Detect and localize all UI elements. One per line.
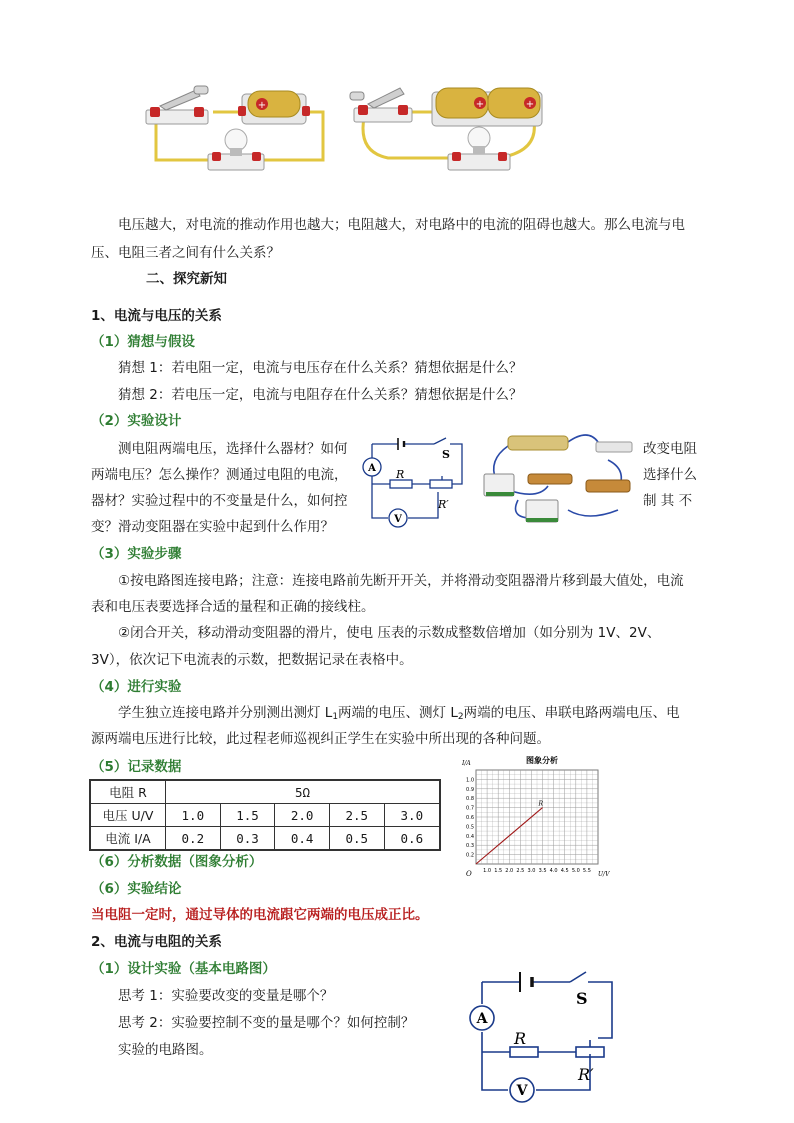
chart-series-label: R xyxy=(538,800,544,808)
guess-heading: （1）猜想与假设 xyxy=(91,334,195,350)
voltmeter-label: V xyxy=(394,514,402,525)
conclusion-heading: （6）实验结论 xyxy=(91,881,182,897)
step-1a: ①按电路图连接电路；注意：连接电路前先断开开关，并将滑动变阻器滑片移到最大值处，电流 xyxy=(118,573,684,589)
circuit-diagram-small xyxy=(360,436,470,528)
table-cell: 电流 I/A xyxy=(90,827,166,851)
chart-y-tick: 1.0 xyxy=(466,777,474,784)
chart-y-tick: 0.7 xyxy=(466,805,474,812)
chart-x-tick: 5.5 xyxy=(582,868,591,874)
chart-x-tick: 3.0 xyxy=(527,868,536,874)
table-cell: 3.0 xyxy=(384,804,440,827)
ammeter-label: A xyxy=(368,463,376,474)
ammeter-label: A xyxy=(476,1011,488,1027)
chart-x-tick: 4.5 xyxy=(560,868,569,874)
table-cell: 电压 U/V xyxy=(90,804,166,827)
chart-origin: O xyxy=(466,870,472,878)
design-heading: （2）实验设计 xyxy=(91,413,182,429)
chart-x-tick: 2.5 xyxy=(516,868,525,874)
resistor-label: R xyxy=(514,1029,527,1048)
analysis-chart xyxy=(458,752,618,882)
circuit-photo-two-batteries xyxy=(348,82,548,182)
part1-title: 1、电流与电压的关系 xyxy=(91,308,222,324)
section-title: 二、探究新知 xyxy=(146,271,227,287)
think-2: 思考 2：实验要控制不变的量是哪个？如何控制？ xyxy=(118,1015,415,1031)
svg-text:+: + xyxy=(525,99,535,110)
design-left-3: 器材？实验过程中的不变量是什么，如何控 xyxy=(91,493,348,509)
chart-x-tick: 4.0 xyxy=(549,868,558,874)
step-1b: 表和电压表要选择合适的量程和正确的接线柱。 xyxy=(91,599,375,615)
chart-y-tick: 0.2 xyxy=(466,852,474,859)
table-cell: 0.2 xyxy=(166,827,221,851)
table-cell: 0.4 xyxy=(275,827,330,851)
voltmeter-label: V xyxy=(516,1083,528,1099)
guess-2: 猜想 2：若电压一定，电流与电阻存在什么关系？猜想依据是什么？ xyxy=(118,387,523,403)
data-table xyxy=(89,779,441,851)
rheostat-label: R′ xyxy=(438,498,449,511)
apparatus-photo xyxy=(478,430,640,526)
chart-y-tick: 0.4 xyxy=(466,833,474,840)
step-2a: ②闭合开关，移动滑动变阻器的滑片，使电 压表的示数成整数倍增加（如分别为 1V、2V、 xyxy=(118,625,661,641)
intro-line-2: 压、电阻三者之间有什么关系？ xyxy=(91,245,280,261)
chart-xlabel: U/V xyxy=(598,871,610,878)
design-left-4: 变？滑动变阻器在实验中起到什么作用？ xyxy=(91,519,334,535)
table-cell: 1.0 xyxy=(166,804,221,827)
experiment-heading: （4）进行实验 xyxy=(91,679,182,695)
chart-y-tick: 0.9 xyxy=(466,786,474,793)
table-cell: 0.6 xyxy=(384,827,440,851)
table-row xyxy=(90,827,440,851)
design-right-3: 制 其 不 xyxy=(643,493,693,509)
chart-y-tick: 0.3 xyxy=(466,843,474,850)
step-2b: 3V），依次记下电流表的示数，把数据记录在表格中。 xyxy=(91,652,413,668)
rheostat-label: R′ xyxy=(578,1065,594,1084)
table-cell: 2.0 xyxy=(275,804,330,827)
chart-x-tick: 1.0 xyxy=(483,868,492,874)
conclusion-text: 当电阻一定时，通过导体的电流跟它两端的电压成正比。 xyxy=(91,907,429,923)
design-right-1: 改变电阻 xyxy=(643,441,697,457)
analysis-heading: （6）分析数据（图象分析） xyxy=(91,854,263,870)
table-row xyxy=(90,780,440,804)
chart-x-tick: 5.0 xyxy=(571,868,580,874)
table-cell: 5Ω xyxy=(166,780,441,804)
design-left-2: 两端电压？怎么操作？测通过电阻的电流， xyxy=(91,467,348,483)
resistor-label: R xyxy=(396,468,405,481)
design-right-2: 选择什么 xyxy=(643,467,697,483)
part2-title: 2、电流与电阻的关系 xyxy=(91,934,222,950)
circuit-photo-one-battery xyxy=(138,82,338,182)
chart-x-tick: 3.5 xyxy=(538,868,547,874)
steps-heading: （3）实验步骤 xyxy=(91,546,182,562)
design-left-1: 测电阻两端电压，选择什么器材？如何 xyxy=(118,441,348,457)
chart-y-tick: 0.8 xyxy=(466,796,474,803)
chart-y-tick: 0.5 xyxy=(466,824,474,831)
experiment-line-1: 学生独立连接电路并分别测出测灯 $L_1$两端的电压、测灯 $L_2$两端的电压、串联电路两端电压、电 xyxy=(118,705,680,722)
table-cell: 电阻 R xyxy=(90,780,166,804)
svg-text:+: + xyxy=(257,100,267,111)
guess-1: 猜想 1：若电阻一定，电流与电压存在什么关系？猜想依据是什么？ xyxy=(118,360,523,376)
record-heading: （5）记录数据 xyxy=(91,759,182,775)
experiment-line-2: 源两端电压进行比较，此过程老师巡视纠正学生在实验中所出现的各种问题。 xyxy=(91,731,550,747)
part2-design-heading: （1）设计实验（基本电路图） xyxy=(91,961,276,977)
svg-text:+: + xyxy=(475,99,485,110)
circuit-diagram-large xyxy=(462,968,622,1108)
chart-x-tick: 1.5 xyxy=(494,868,503,874)
table-cell: 1.5 xyxy=(220,804,275,827)
table-cell: 0.3 xyxy=(220,827,275,851)
switch-label: S xyxy=(576,989,588,1008)
circuit-caption: 实验的电路图。 xyxy=(118,1042,213,1058)
intro-line-1: 电压越大，对电流的推动作用也越大；电阻越大，对电路中的电流的阻碍也越大。那么电流与电 xyxy=(118,217,685,233)
chart-title: 图象分析 xyxy=(526,756,558,765)
chart-y-tick: 0.6 xyxy=(466,815,474,821)
think-1: 思考 1：实验要改变的变量是哪个？ xyxy=(118,988,334,1004)
chart-x-tick: 2.0 xyxy=(505,868,514,874)
table-cell: 0.5 xyxy=(329,827,384,851)
switch-label: S xyxy=(442,448,450,461)
table-row xyxy=(90,804,440,827)
chart-ylabel: I/A xyxy=(462,760,471,767)
table-cell: 2.5 xyxy=(329,804,384,827)
